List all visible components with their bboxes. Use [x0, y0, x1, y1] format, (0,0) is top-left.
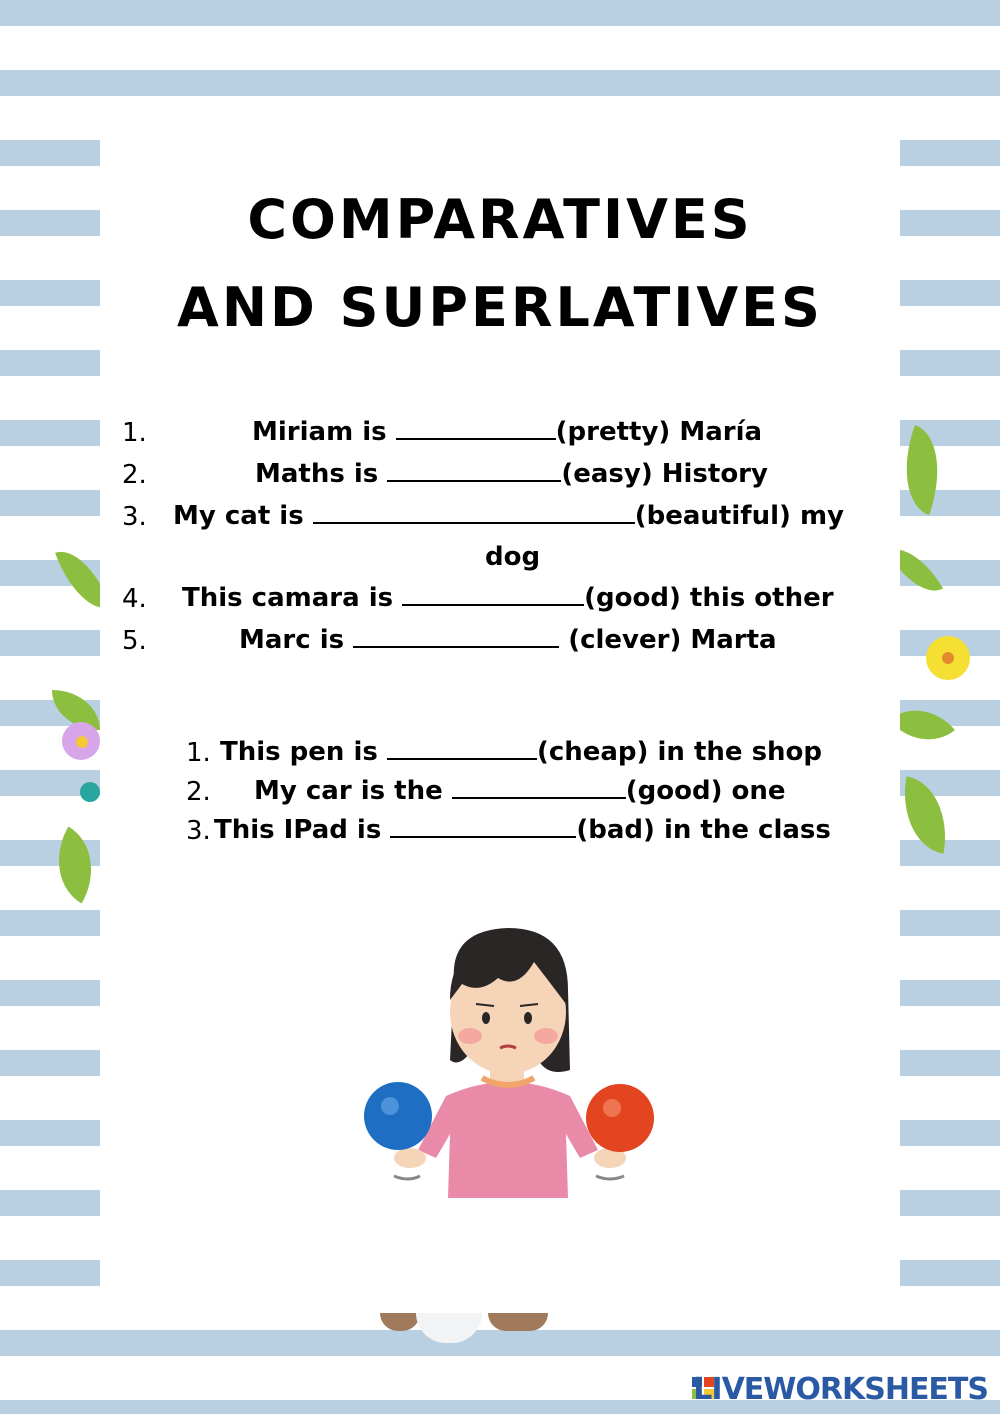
list-number: 5. — [122, 626, 147, 656]
list-number: 1. — [122, 418, 147, 448]
answer-blank[interactable] — [313, 500, 635, 524]
exercise-sentence-3: My cat is (beautiful) my — [173, 501, 844, 531]
exercise-sentence-8: This IPad is (bad) in the class — [214, 815, 831, 845]
answer-blank[interactable] — [396, 416, 556, 440]
answer-blank[interactable] — [387, 458, 561, 482]
exercise-sentence-5: Marc is (clever) Marta — [239, 625, 777, 655]
liveworksheets-brand[interactable]: LIVEWORKSHEETS — [693, 1372, 988, 1407]
answer-blank[interactable] — [387, 736, 537, 760]
list-number: 2. — [186, 777, 211, 807]
list-number: 1. — [186, 738, 211, 768]
exercise-sentence-1: Miriam is (pretty) María — [252, 417, 763, 447]
exercise-sentence-2: Maths is (easy) History — [255, 459, 768, 489]
exercise-sentence-3-continuation: dog — [485, 542, 541, 572]
worksheet-title-line-2: AND SUPERLATIVES — [177, 276, 823, 339]
list-number: 4. — [122, 584, 147, 614]
answer-blank[interactable] — [353, 624, 559, 648]
list-number: 3. — [122, 502, 147, 532]
answer-blank[interactable] — [390, 814, 576, 838]
exercise-sentence-6: This pen is (cheap) in the shop — [220, 737, 823, 767]
answer-blank[interactable] — [402, 582, 584, 606]
exercise-sentence-7: My car is the (good) one — [254, 776, 786, 806]
list-number: 2. — [122, 460, 147, 490]
worksheet-title-line-1: COMPARATIVES — [247, 188, 753, 251]
girl-holding-balls-illustration — [358, 920, 658, 1205]
exercise-sentence-4: This camara is (good) this other — [182, 583, 834, 613]
answer-blank[interactable] — [452, 775, 626, 799]
list-number: 3. — [186, 816, 211, 846]
worksheet-page — [100, 100, 900, 1313]
